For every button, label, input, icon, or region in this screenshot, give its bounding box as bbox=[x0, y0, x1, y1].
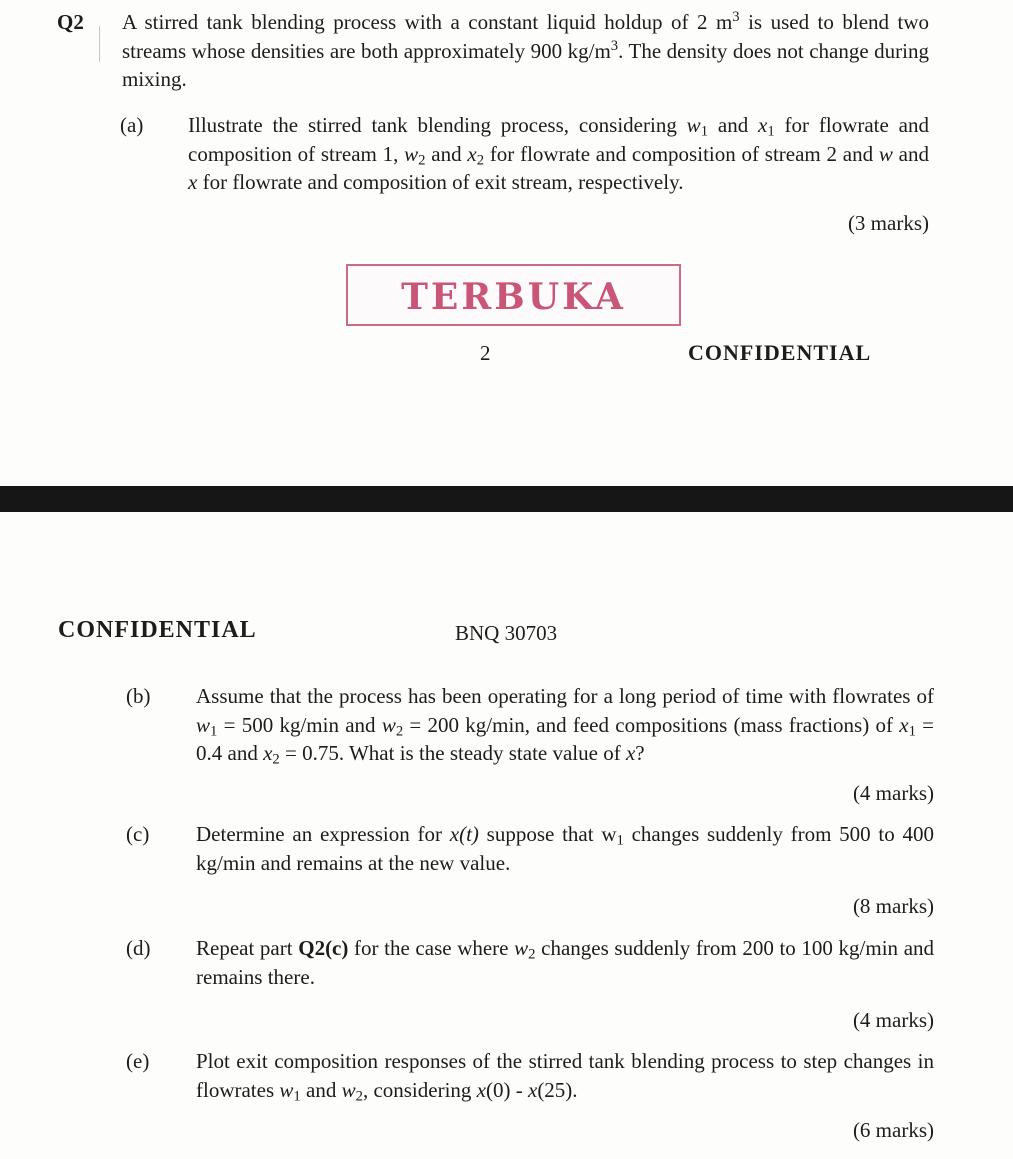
terbuka-stamp bbox=[346, 264, 681, 326]
part-e-marks: (6 marks) bbox=[852, 1118, 934, 1142]
part-c-label: (c) bbox=[126, 822, 150, 846]
part-b-text: Assume that the process has been operating for a long period of time with flowrates of $w_1 = 500$ kg/min and $w_2 = 200$ kg/min, and feed compositions (mass fractions) of $x_1 = 0.4$ and $x_2 = 0.75$. What is the steady state value of x? bbox=[196, 684, 935, 768]
part-c-marks: (8 marks) bbox=[852, 894, 934, 918]
page-number: 2 bbox=[480, 341, 491, 365]
part-a-marks: (3 marks) bbox=[847, 211, 929, 235]
part-d-marks: (4 marks) bbox=[852, 1008, 934, 1032]
header-confidential: CONFIDENTIAL bbox=[58, 617, 257, 643]
page-separator-band bbox=[0, 486, 1013, 512]
question-intro: A stirred tank blending process with a constant liquid holdup of 2 $m^3$ is used to blend two streams whose densities are both approximately 900 $kg/m^3$. The density does not change during mixing. bbox=[122, 8, 929, 91]
stamp-text: TERBUKA bbox=[401, 276, 626, 318]
part-c-text: Determine an expression for x(t) suppose that $w_1$ changes suddenly from 500 to 400 kg/min and remains at the new value. bbox=[196, 822, 934, 875]
exam-page-3 bbox=[0, 512, 1013, 1159]
part-d-text: Repeat part Q2(c) for the case where $w_2$ changes suddenly from 200 to 100 kg/min and remains there. bbox=[196, 936, 935, 989]
part-a-text: Illustrate the stirred tank blending process, considering $w_1$ and $x_1$ for flowrate and composition of stream 1, $w_2$ and $x_2$ for flowrate and composition of stream 2 and w and x for flowrate and composition of exit stream, respectively. bbox=[188, 113, 929, 194]
part-b-label: (b) bbox=[126, 684, 151, 708]
part-b-marks: (4 marks) bbox=[852, 781, 934, 805]
footer-confidential: CONFIDENTIAL bbox=[688, 340, 872, 365]
part-d-label: (d) bbox=[126, 936, 151, 960]
exam-page-2 bbox=[0, 0, 1013, 486]
part-e-text: Plot exit composition responses of the stirred tank blending process to step changes in flowrates $w_1$ and $w_2$, considering x(0) - x(25). bbox=[196, 1049, 934, 1105]
margin-line bbox=[99, 26, 100, 62]
part-a-label: (a) bbox=[120, 113, 144, 137]
question-number: Q2 bbox=[57, 10, 84, 34]
course-code: BNQ 30703 bbox=[455, 621, 558, 645]
part-e-label: (e) bbox=[126, 1049, 150, 1073]
